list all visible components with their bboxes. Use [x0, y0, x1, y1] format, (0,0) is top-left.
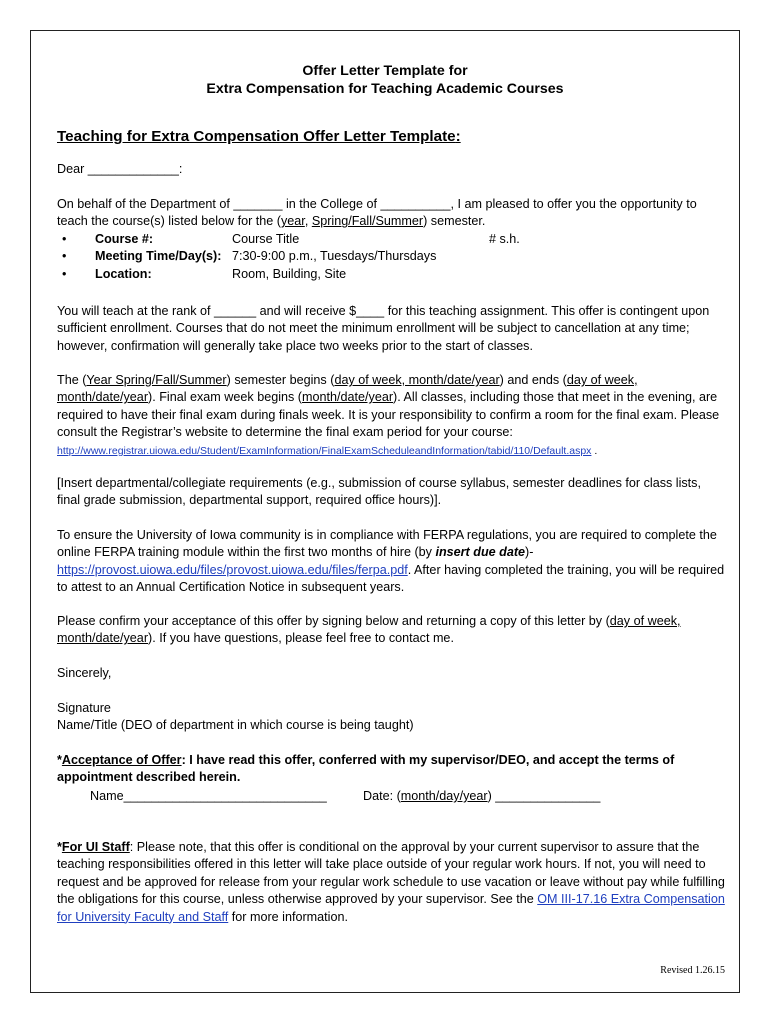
- ferpa-link[interactable]: https://provost.uiowa.edu/files/provost.uiowa.edu/files/ferpa.pdf: [57, 562, 408, 577]
- p1-comma: ,: [304, 214, 312, 229]
- p5-due-date: insert due date: [435, 545, 526, 560]
- p1-term: Spring/Fall/Summer: [311, 214, 424, 229]
- date-format: month/day/year: [400, 789, 488, 803]
- name-title-label: Name/Title (DEO of department in which course is being taught): [57, 718, 414, 732]
- bullet-value: Course Title: [232, 232, 300, 246]
- section-heading-text: Teaching for Extra Compensation Offer Letter Template: [57, 128, 456, 145]
- om-policy-link[interactable]: OM III-17.16 Extra Compensation for University Faculty and Staff: [57, 892, 725, 924]
- p3-end-date: day of week, month/date/year: [57, 373, 638, 405]
- title-line-2: Extra Compensation for Teaching Academic Courses: [206, 81, 564, 97]
- registrar-exam-link[interactable]: http://www.registrar.uiowa.edu/Student/ExamInformation/FinalExamScheduleandInformation/tabid/110/Default.aspx: [57, 444, 592, 457]
- staff-star: *: [57, 840, 62, 854]
- p3-text: The (: [57, 373, 87, 387]
- bullet-glyph: •: [62, 232, 67, 246]
- p3-link-end: .: [591, 444, 598, 457]
- p5-text: )-: [525, 545, 534, 560]
- closing: Sincerely,: [57, 666, 112, 680]
- section-heading-colon: :: [455, 128, 461, 145]
- bullet-label: Meeting Time/Day(s):: [95, 249, 222, 264]
- bullet-value: 7:30-9:00 p.m., Tuesdays/Thursdays: [232, 249, 437, 264]
- bullet-location: [62, 266, 722, 283]
- bullet-course: [62, 231, 722, 248]
- p1-end: ) semester.: [423, 214, 486, 229]
- date-line: ) _______________: [487, 789, 601, 803]
- bullet-value: Room, Building, Site: [232, 266, 347, 281]
- acceptance-text: : I have read this offer, conferred with my supervisor/DEO, and accept the terms of appointment described herein.: [57, 753, 675, 785]
- salutation: Dear _____________:: [57, 162, 183, 176]
- p3-text: ). Final exam week begins (: [148, 390, 303, 405]
- staff-text: : Please note, that this offer is conditional on the approval by your current supervisor to assure that the teaching responsibilities offered in this letter will take place outside of your regular work hours. If not, you will need to request and be approved for release from your regular work schedule to use vacation or leave without pay while fulfilling the obligations for this course, unless otherwise approved by your supervisor. See the: [57, 840, 725, 907]
- paragraph-offer: [57, 196, 725, 231]
- acceptance-star: *: [57, 753, 62, 767]
- p5-text: . After having completed the training, you will be required to attest to an Annual Certification Notice in subsequent years.: [57, 562, 725, 595]
- p3-year-term: Year Spring/Fall/Summer: [86, 373, 227, 387]
- paragraph-ferpa: [57, 527, 725, 597]
- signature-label: Signature: [57, 701, 111, 715]
- p3-text: ). All classes, including those that meet in the evening, are required to have their final exam during finals week. It is your responsibility to confirm a room for the final exam. Please consult the Registrar’s website to determine the final exam period for your course:: [57, 390, 720, 440]
- revision-date: Revised 1.26.15: [660, 965, 725, 976]
- p5-text: To ensure the University of Iowa community is in compliance with FERPA regulations, you are required to complete the online FERPA training module within the first two months of hire (by: [57, 528, 717, 560]
- p6-return-date: day of week, month/date/year: [57, 614, 681, 646]
- section-heading: [57, 128, 461, 145]
- bullet-label: Course #:: [95, 232, 154, 246]
- course-bullet-list: [62, 231, 722, 283]
- name-signature-line: Name_____________________________: [90, 789, 327, 803]
- staff-end: for more information.: [228, 909, 348, 924]
- paragraph-rank-pay: You will teach at the rank of ______ and will receive $____ for this teaching assignment. This offer is contingent upon sufficient enrollment. Courses that do not meet the minimum enrollment will be subject to cancellation at any time; however, confirmation will generally take place two weeks prior to the start of classes.: [57, 304, 710, 353]
- bullet-label: Location:: [95, 266, 152, 281]
- staff-label: For UI Staff: [61, 840, 130, 854]
- date-signature-line: [363, 788, 663, 805]
- p6-text: ). If you have questions, please feel free to contact me.: [148, 631, 454, 646]
- paragraph-confirm: [57, 613, 725, 648]
- document-title: [30, 62, 740, 98]
- paragraph-departmental-requirements: [Insert departmental/collegiate requirements (e.g., submission of course syllabus, semester deadlines for class lists, final grade submission, departmental support, required office hours)].: [57, 476, 701, 508]
- p3-begin-date: day of week, month/date/year: [334, 373, 500, 387]
- date-label: Date: (: [363, 789, 401, 803]
- p3-final-date: month/date/year: [302, 390, 394, 405]
- p1-text: On behalf of the Department of _______ in the College of __________, I am pleased to offer you the opportunity to teach the course(s) listed below for the (: [57, 197, 697, 229]
- bullet-meeting-time: [62, 248, 722, 265]
- p1-year: year: [281, 214, 305, 229]
- bullet-glyph: •: [62, 266, 67, 281]
- bullet-glyph: •: [62, 249, 67, 264]
- p3-text: ) semester begins (: [226, 373, 335, 387]
- bullet-credit-hours: # s.h.: [489, 232, 520, 246]
- title-line-1: Offer Letter Template for: [302, 63, 468, 79]
- paragraph-semester-dates: [57, 372, 725, 460]
- acceptance-label: Acceptance of Offer: [61, 753, 182, 767]
- paragraph-ui-staff: [57, 839, 725, 926]
- p6-text: Please confirm your acceptance of this offer by signing below and returning a copy of this letter by (: [57, 614, 610, 628]
- acceptance-statement: [57, 752, 725, 787]
- p3-text: ) and ends (: [499, 373, 567, 387]
